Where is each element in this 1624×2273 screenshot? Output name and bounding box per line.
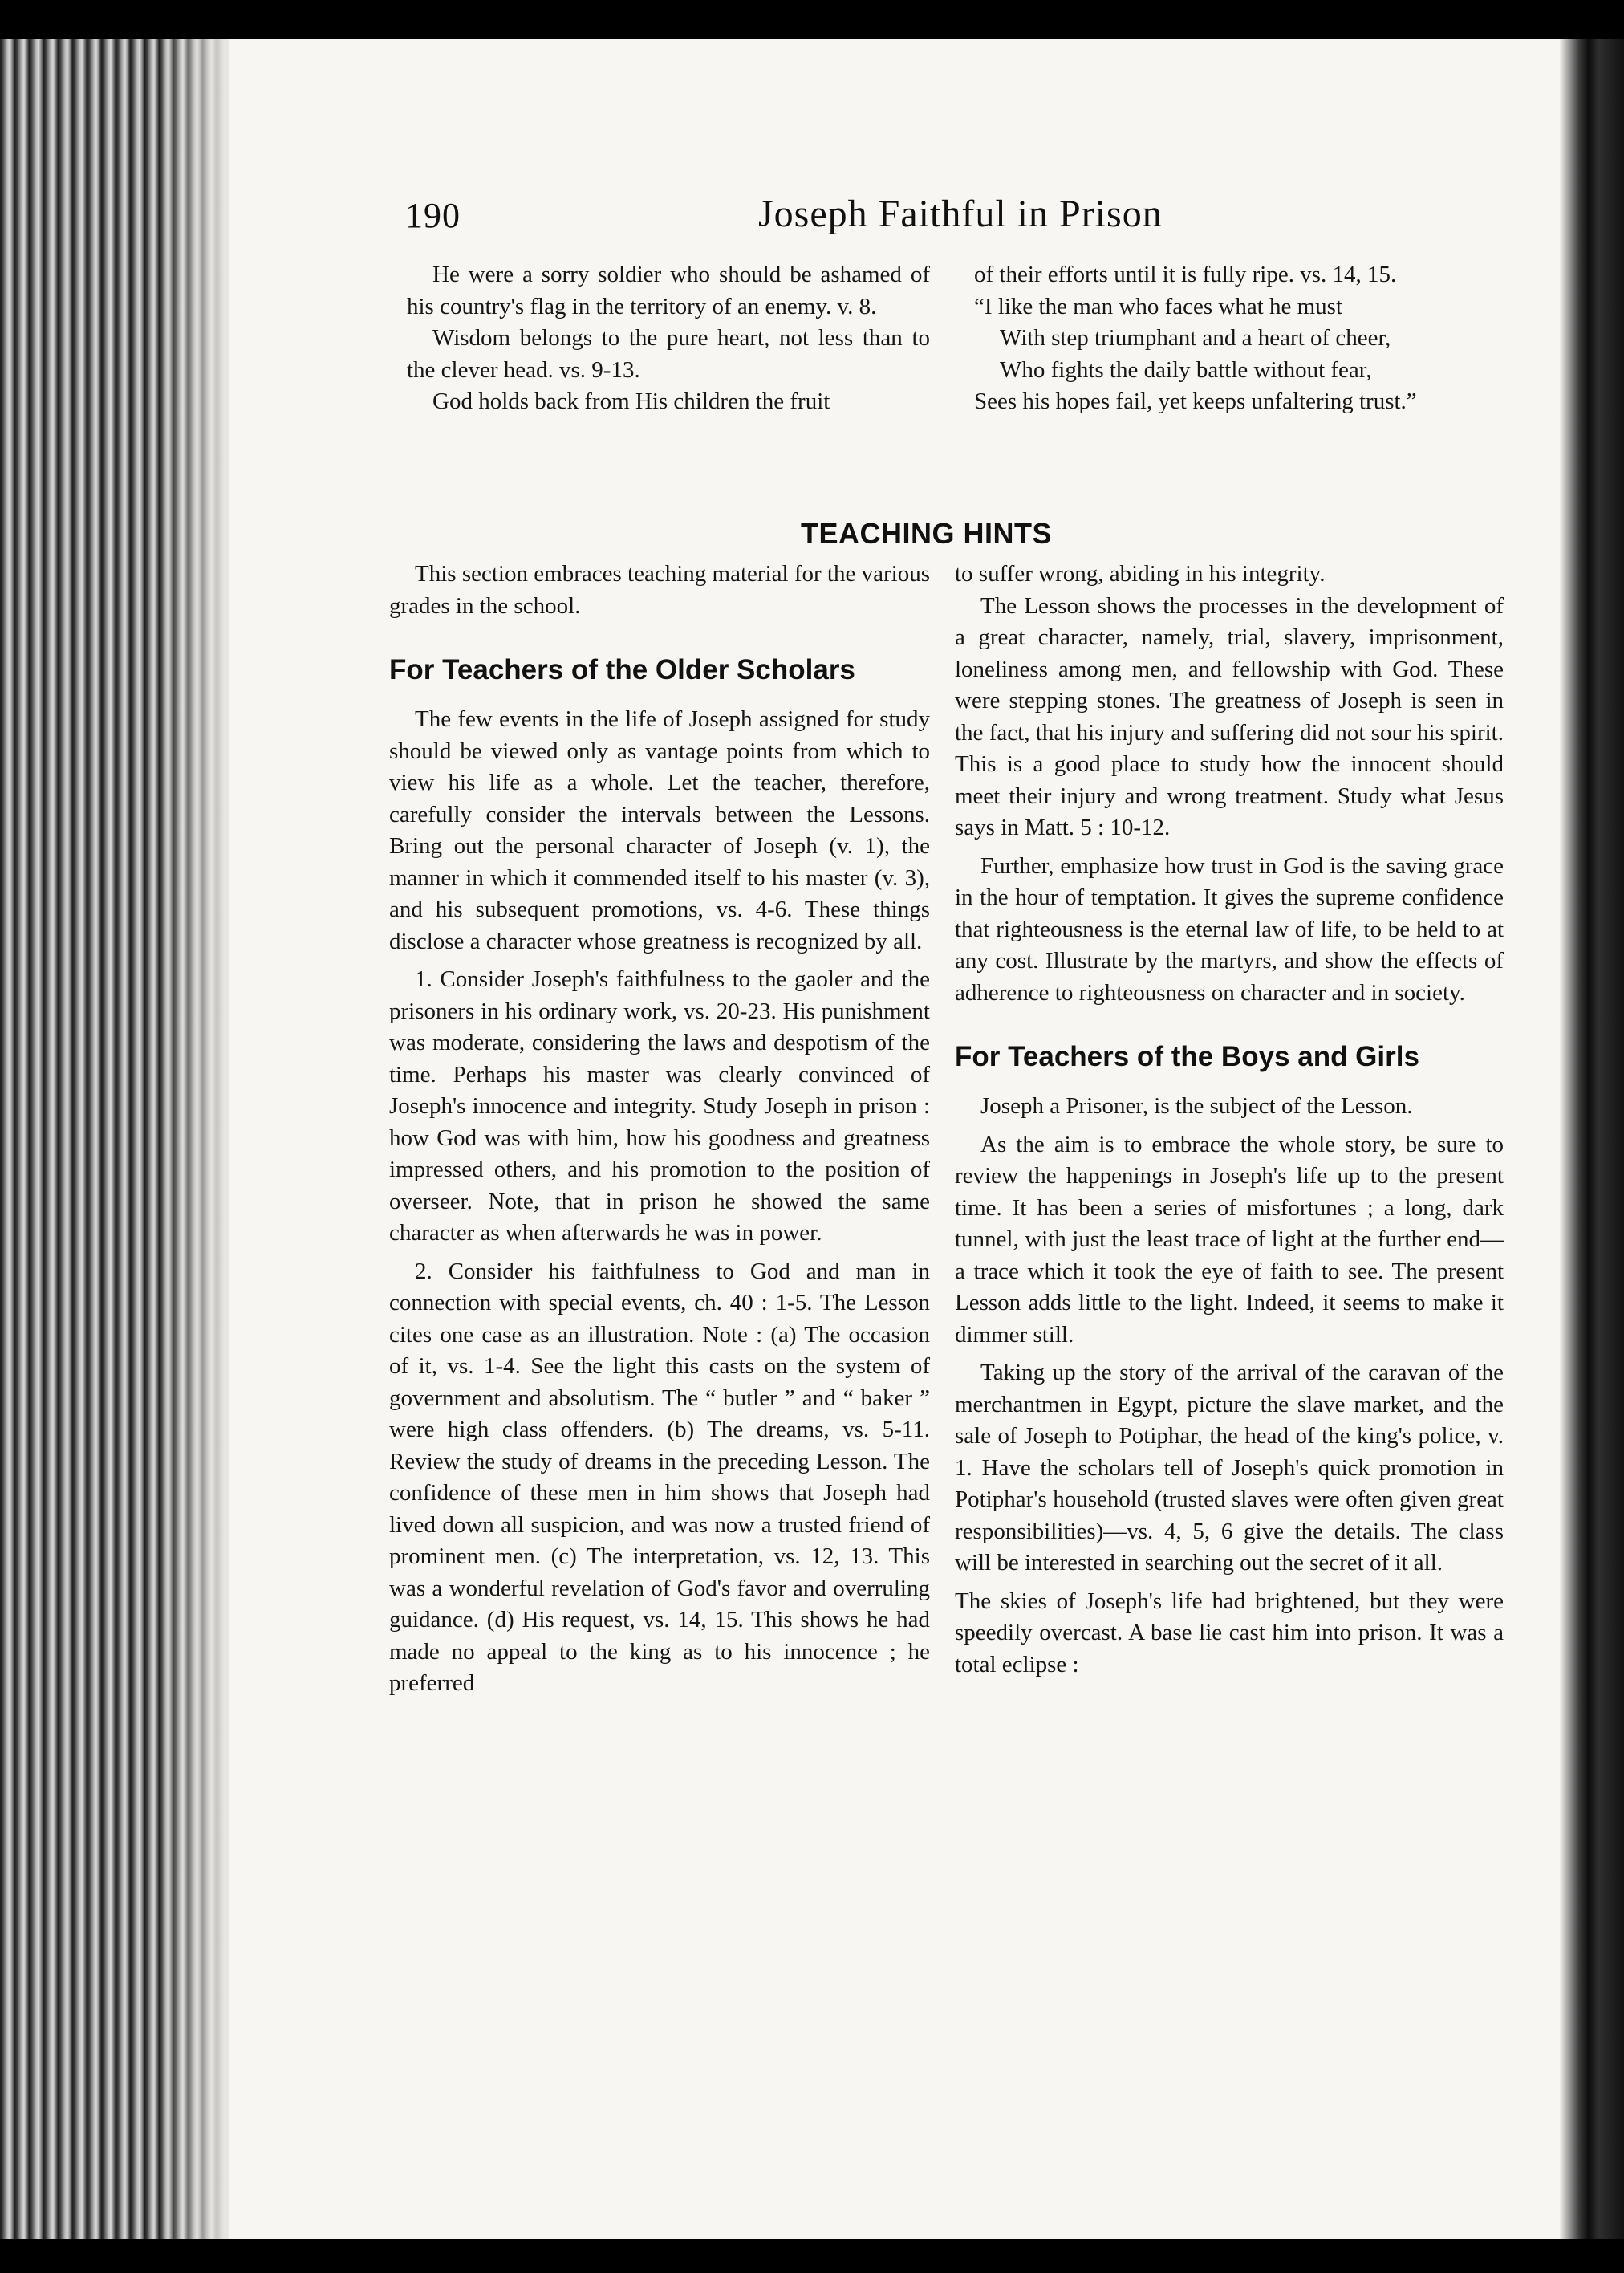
poem-line: “I like the man who faces what he must [974,293,1343,319]
paragraph: The skies of Joseph's life had brightened, but they were speedily overcast. A base lie cast him into prison. It was a total eclipse : [955,1588,1504,1677]
paragraph: Taking up the story of the arrival of the caravan of the merchantmen in Egypt, picture the slave market, and the sale of Joseph to Potiphar, the head of the king's police, v. 1. Have the scholars tell of Joseph's quick promotion in Potiphar's household (trusted slaves were often given great responsibilities)—vs. 4, 5, 6 give the details. The class will be interested in searching out the secret of it all. [955,1360,1504,1576]
page-edge [1560,39,1624,2239]
paragraph: As the aim is to embrace the whole story, be sure to review the happenings in Joseph's life up to the present time. It has been a series of misfortunes ; a long, dark tunnel, with just the least trace of light at the further end—a trace which it took the eye of faith to see. The present Lesson adds little to the light. Indeed, it seems to make it dimmer still. [955,1131,1504,1348]
right-column [955,559,1504,1681]
subsection-heading: For Teachers of the Boys and Girls [955,1041,1419,1072]
paragraph: God holds back from His children the fruit [432,388,830,414]
paragraph: to suffer wrong, abiding in his integrity. [955,561,1326,587]
top-left-column [407,259,930,418]
paragraph: The Lesson shows the processes in the development of a great character, namely, trial, slavery, imprisonment, loneliness among men, and fellowship with God. These were stepping stones. The greatness of Joseph is seen in the fact, that his injury and suffering did not sour his spirit. This is a good place to study how the innocent should meet their injury and wrong treatment. Study what Jesus says in Matt. 5 : 10-12. [955,592,1504,840]
paragraph: 2. Consider his faithfulness to God and man in connection with special events, ch. 40 : 1-5. The Lesson cites one case as an illustration. Note : (a) The occasion of it, vs. 1-4. See the light this casts on the system of government and absolutism. The “ butler ” and “ baker ” were high class offenders. (b) The dreams, vs. 5-11. Review the study of dreams in the preceding Lesson. The confidence of these men in him shows that Joseph had lived down all suspicion, and was now a trusted friend of prominent men. (c) The interpretation, vs. 12, 13. This was a wonderful revelation of God's favor and overruling guidance. (d) His request, vs. 14, 15. This shows he had made no appeal to the king as to his innocence ; he preferred [389,1258,930,1696]
scanned-page [0,39,1624,2239]
spacer [955,1580,1504,1586]
spacer [955,1351,1504,1357]
paragraph: Joseph a Prisoner, is the subject of the Lesson. [980,1093,1413,1119]
paragraph: Wisdom belongs to the pure heart, not less than to the clever head. vs. 9-13. [407,325,930,383]
left-column [389,559,930,1700]
subsection-heading: For Teachers of the Older Scholars [389,654,855,685]
page-number: 190 [405,196,461,235]
book-page [229,39,1560,2239]
page-header [229,195,1560,259]
paragraph: of their efforts until it is fully ripe. vs. 14, 15. [974,262,1397,287]
paragraph: 1. Consider Joseph's faithfulness to the gaoler and the prisoners in his ordinary work, vs. 20-23. His punishment was moderate, considering the laws and despotism of the time. Perhaps his master was clearly convinced of Joseph's innocence and integrity. Study Joseph in prison : how God was with him, how his goodness and greatness impressed others, and his promotion to the position of overseer. Note, that in prison he showed the same character as when afterwards he was in power. [389,966,930,1246]
top-right-column [974,259,1504,418]
poem-line: With step triumphant and a heart of cheer, [1000,325,1391,351]
spacer [955,844,1504,851]
paragraph: He were a sorry soldier who should be ashamed of his country's flag in the territory of an enemy. v. 8. [407,262,930,319]
paragraph: This section embraces teaching material for the various grades in the school. [389,561,930,619]
spacer [955,1123,1504,1129]
poem-line: Who fights the daily battle without fear, [1000,356,1372,383]
running-title: Joseph Faithful in Prison [758,193,1163,235]
page-gutter [160,39,229,2239]
paragraph: Further, emphasize how trust in God is the saving grace in the hour of temptation. It gives the supreme confidence that righteousness is the eternal law of life, to be held to at any cost. Illustrate by the martyrs, and show the effects of adherence to righteousness on character and in society. [955,852,1504,1006]
poem-line: Sees his hopes fail, yet keeps unfaltering trust.” [974,388,1417,414]
spacer [389,958,930,964]
section-heading: TEACHING HINTS [801,517,1052,550]
spacer [389,1250,930,1256]
paragraph: The few events in the life of Joseph assigned for study should be viewed only as vantage points from which to view his life as a whole. Let the teacher, therefore, carefully consider the intervals between the Lessons. Bring out the personal character of Joseph (v. 1), the manner in which it commended itself to his master (v. 3), and his subsequent promotions, vs. 4-6. These things disclose a character whose greatness is recognized by all. [389,706,930,954]
